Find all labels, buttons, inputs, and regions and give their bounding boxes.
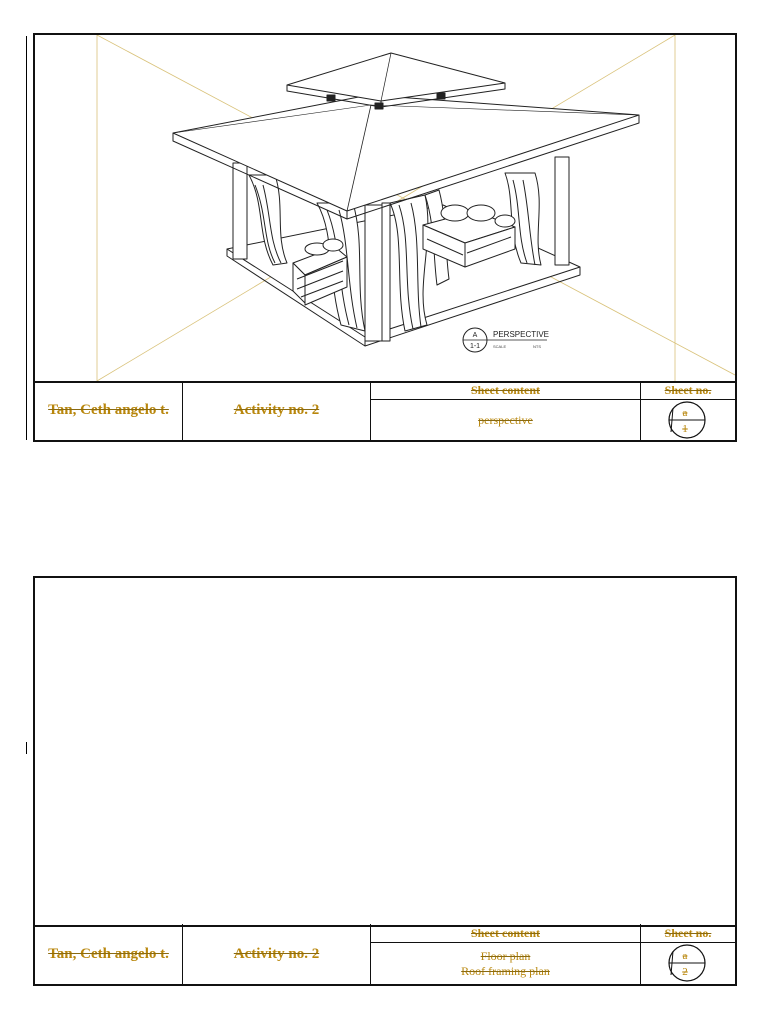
sheet-number-cell	[641, 924, 735, 984]
sheet-content-label: Sheet content	[371, 924, 640, 943]
sheet-content-line: perspective	[478, 412, 533, 427]
activity-cell	[183, 381, 371, 440]
activity-cell	[183, 924, 371, 984]
post-back-left	[233, 163, 247, 259]
post-front	[365, 205, 383, 341]
student-name-cell	[35, 381, 183, 440]
callout-scale-label: SCALE	[493, 344, 507, 349]
callout-letter: A	[472, 332, 478, 339]
student-name: Tan, Ceth angelo t.	[48, 402, 169, 418]
post-back-right	[555, 157, 569, 265]
title-block	[35, 381, 735, 440]
sheet-content-line: Roof framing plan	[461, 963, 550, 978]
sheet-letter: a	[682, 407, 688, 419]
activity-title: Activity no. 2	[233, 945, 320, 962]
sheet-number-symbol	[641, 943, 737, 983]
callout-number: 1-1	[469, 343, 481, 350]
drawing-sheet-1	[33, 33, 737, 442]
sheet-content-line: Floor plan	[480, 948, 531, 963]
sheet-number-symbol	[641, 400, 737, 440]
callout-title: PERSPECTIVE	[493, 330, 550, 339]
title-block	[35, 924, 735, 984]
drawing-area	[35, 35, 735, 383]
margin-tick-bottom	[26, 742, 27, 754]
student-name: Tan, Ceth angelo t.	[48, 945, 169, 962]
activity-title: Activity no. 2	[233, 402, 320, 418]
drawing-area-empty	[35, 578, 735, 927]
sheet-content-cell	[371, 381, 641, 440]
sheet-number: 2	[682, 966, 688, 978]
perspective-callout	[463, 328, 549, 352]
sheet-number: 1	[682, 423, 688, 435]
gazebo-perspective-drawing	[35, 35, 735, 381]
student-name-cell	[35, 924, 183, 984]
margin-line-top	[26, 36, 27, 440]
callout-scale-value: NTS	[533, 344, 541, 349]
sheet-letter: a	[682, 950, 688, 962]
sheet-number-cell	[641, 381, 735, 440]
drawing-sheet-2	[33, 576, 737, 986]
sheet-no-label: Sheet no.	[641, 924, 735, 943]
sheet-content-label: Sheet content	[371, 381, 640, 400]
sheet-content-cell	[371, 924, 641, 984]
sheet-no-label: Sheet no.	[641, 381, 735, 400]
